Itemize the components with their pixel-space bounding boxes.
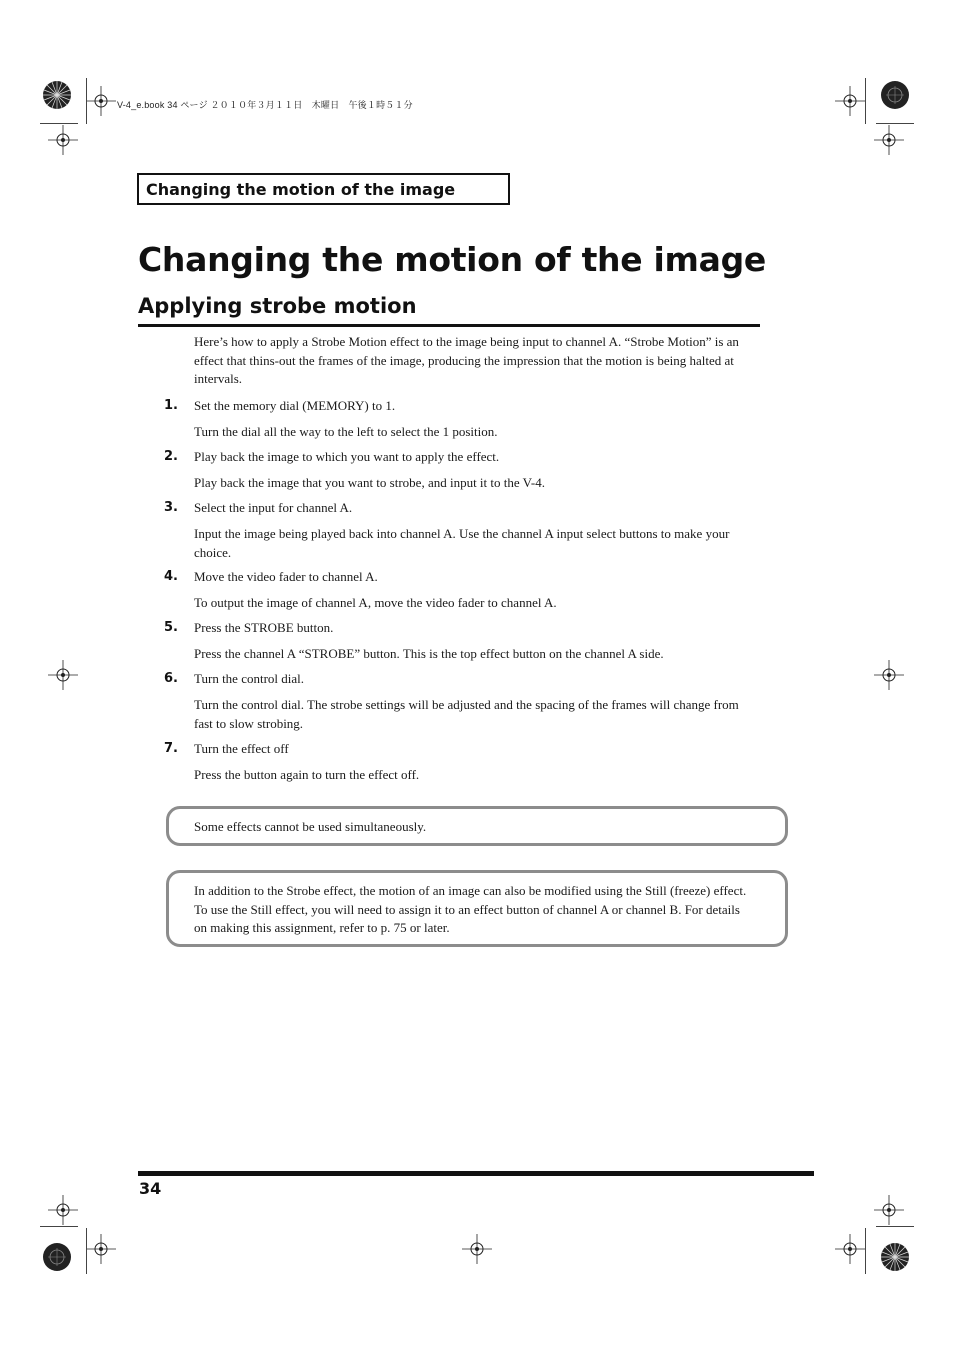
note-box: [166, 806, 788, 846]
step-label: Select the input for channel A.: [194, 500, 353, 515]
trim-line-bottom-right-v: [865, 1228, 866, 1274]
intro-paragraph: Here’s how to apply a Strobe Motion effect to the image being input to channel A. “Strobe Motion” is an effect that thins-out the frames of the image, producing the impression that the motion is being halted at intervals.: [194, 334, 739, 387]
trim-line-top-left-h: [40, 123, 78, 124]
registration-mark-bottom-left-target: [40, 1240, 74, 1274]
crosshair-mark-bottom-right-a: [835, 1234, 865, 1264]
crosshair-mark-middle-left: [48, 660, 78, 690]
print-slug: V-4_e.book 34 ページ ２０１０年３月１１日 木曜日 午後１時５１分: [117, 100, 413, 110]
step-number: 2.: [164, 449, 178, 464]
trim-line-top-right-v: [865, 78, 866, 124]
running-header-box: [137, 173, 510, 205]
registration-mark-bottom-right-target: [878, 1240, 912, 1274]
crosshair-mark-bottom-left-b: [86, 1234, 116, 1264]
step-number: 5.: [164, 620, 178, 635]
running-header-label: Changing the motion of the image: [146, 180, 456, 199]
note-box: [166, 870, 788, 947]
section-title: Applying strobe motion: [138, 294, 417, 318]
step-detail: Press the button again to turn the effect off.: [194, 767, 420, 782]
step-detail: Turn the control dial. The strobe settings will be adjusted and the spacing of the frames will change from fast to slow strobing.: [194, 697, 739, 731]
trim-line-bottom-right-h: [876, 1226, 914, 1227]
step-label: Turn the control dial.: [194, 671, 305, 686]
step-label: Turn the effect off: [194, 741, 289, 756]
step-number: 4.: [164, 569, 178, 584]
crosshair-mark-top-left-b: [48, 125, 78, 155]
footer-rule: [138, 1171, 814, 1176]
crosshair-mark-top-left-a: [86, 86, 116, 116]
section-divider: [138, 324, 760, 327]
note-text: Some effects cannot be used simultaneously.: [194, 819, 427, 834]
registration-mark-top-left-target: [40, 78, 74, 112]
crosshair-mark-top-right-a: [835, 86, 865, 116]
step-detail: Turn the dial all the way to the left to select the 1 position.: [194, 424, 498, 439]
registration-mark-top-right-target: [878, 78, 912, 112]
step-number: 1.: [164, 398, 178, 413]
crosshair-mark-bottom-left-a: [48, 1195, 78, 1225]
step-label: Move the video fader to channel A.: [194, 569, 378, 584]
trim-line-bottom-left-h: [40, 1226, 78, 1227]
step-detail: Press the channel A “STROBE” button. This is the top effect button on the channel A side.: [194, 646, 664, 661]
page-number: 34: [139, 1179, 162, 1198]
step-detail: To output the image of channel A, move the video fader to channel A.: [194, 595, 557, 610]
step-number: 6.: [164, 671, 178, 686]
trim-line-top-left-v: [86, 78, 87, 124]
step-detail: Input the image being played back into channel A. Use the channel A input select buttons to make your choice.: [194, 526, 730, 560]
crosshair-mark-middle-right: [874, 660, 904, 690]
crosshair-mark-bottom-center: [462, 1234, 492, 1264]
page-title: Changing the motion of the image: [138, 240, 766, 279]
note-text: In addition to the Strobe effect, the motion of an image can also be modified using the Still (freeze) effect. To use the Still effect, you will need to assign it to an effect button of channel A or channel B. For details on making this assignment, refer to p. 75 or later.: [194, 883, 747, 936]
step-number: 3.: [164, 500, 178, 515]
crosshair-mark-top-right-b: [874, 125, 904, 155]
step-number: 7.: [164, 741, 178, 756]
trim-line-top-right-h: [876, 123, 914, 124]
step-label: Play back the image to which you want to apply the effect.: [194, 449, 500, 464]
trim-line-bottom-left-v: [86, 1228, 87, 1274]
step-label: Press the STROBE button.: [194, 620, 334, 635]
step-label: Set the memory dial (MEMORY) to 1.: [194, 398, 396, 413]
step-detail: Play back the image that you want to strobe, and input it to the V-4.: [194, 475, 545, 490]
crosshair-mark-bottom-right-b: [874, 1195, 904, 1225]
